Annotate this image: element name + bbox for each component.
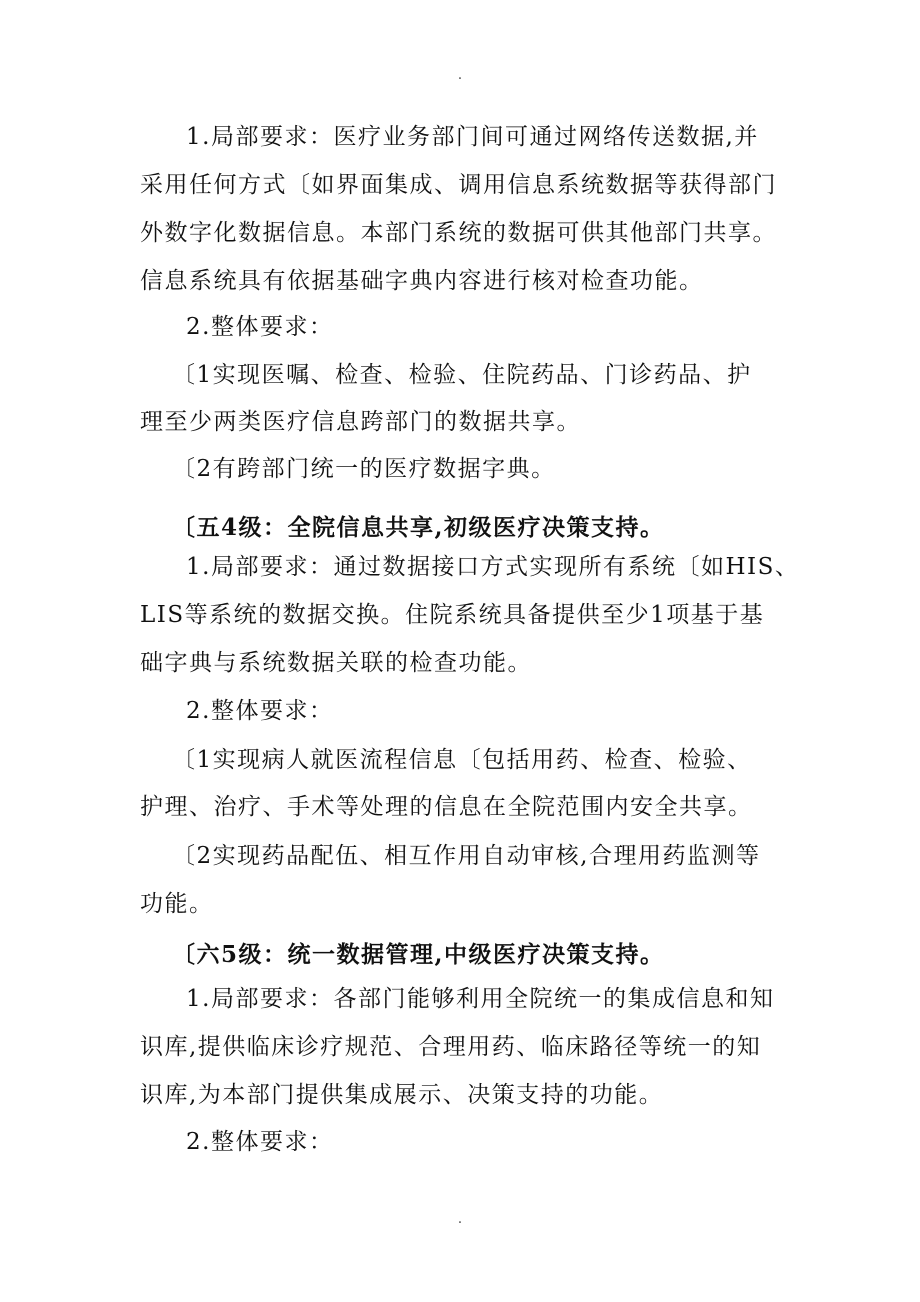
text-line: 识库,为本部门提供集成展示、决策支持的功能。 — [140, 1082, 664, 1108]
section-heading: 〔五4级：全院信息共享,初级医疗决策支持。 — [172, 514, 665, 541]
text-line: 识库,提供临床诊疗规范、合理用药、临床路径等统一的知 — [140, 1034, 762, 1060]
text-line: 1.局部要求：通过数据接口方式实现所有系统〔如HIS、 — [186, 554, 800, 580]
page-top-mark: . — [457, 67, 463, 83]
page-bottom-mark: . — [457, 1211, 463, 1227]
text-line: 〔1实现医嘱、检查、检验、住院药品、门诊药品、护 — [172, 362, 752, 388]
text-line: 〔1实现病人就医流程信息〔包括用药、检查、检验、 — [172, 747, 752, 773]
section-heading: 〔六5级：统一数据管理,中级医疗决策支持。 — [172, 941, 665, 968]
text-line: 2.整体要求： — [186, 314, 334, 340]
text-line: 信息系统具有依据基础字典内容进行核对检查功能。 — [140, 268, 704, 294]
text-line: 采用任何方式〔如界面集成、调用信息系统数据等获得部门 — [140, 172, 777, 198]
text-line: 2.整体要求： — [186, 1129, 334, 1155]
text-line: 〔2有跨部门统一的医疗数据字典。 — [172, 456, 556, 482]
text-line: 1.局部要求：医疗业务部门间可通过网络传送数据,并 — [186, 124, 759, 150]
text-line: 功能。 — [140, 891, 214, 917]
text-line: 〔2实现药品配伍、相互作用自动审核,合理用药监测等 — [172, 843, 761, 869]
text-line: 理至少两类医疗信息跨部门的数据共享。 — [140, 409, 581, 435]
text-line: 外数字化数据信息。本部门系统的数据可供其他部门共享。 — [140, 220, 777, 246]
text-line: LIS等系统的数据交换。住院系统具备提供至少1项基于基 — [140, 602, 765, 628]
text-line: 础字典与系统数据关联的检查功能。 — [140, 650, 532, 676]
text-line: 2.整体要求： — [186, 698, 334, 724]
text-line: 1.局部要求：各部门能够利用全院统一的集成信息和知 — [186, 986, 775, 1012]
text-line: 护理、治疗、手术等处理的信息在全院范围内安全共享。 — [140, 794, 753, 820]
